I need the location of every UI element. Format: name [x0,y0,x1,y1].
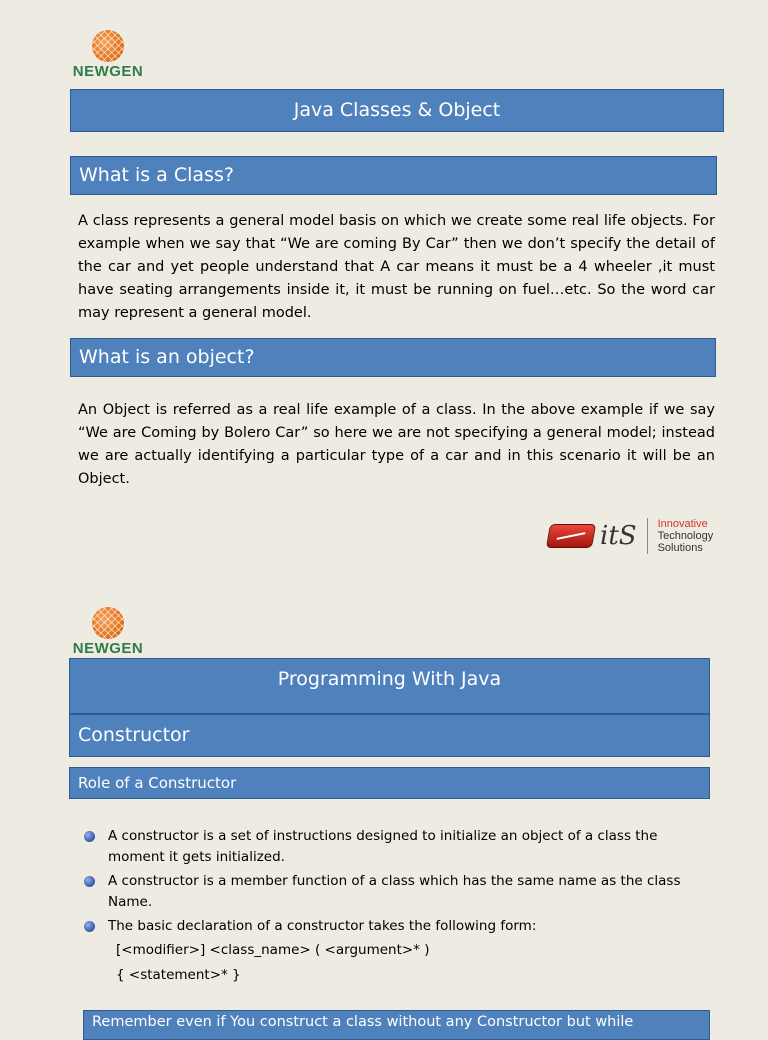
slide2-title-bar [69,658,710,714]
its-tagline-2: Technology [657,530,714,542]
slide1-title: Java Classes & Object [293,99,501,121]
its-tagline [658,518,714,554]
bullet-icon [84,876,95,887]
newgen-wordmark-2: NEWGEN [72,640,144,657]
its-brand: itS [600,521,637,551]
constructor-bullet-list [84,826,696,940]
slide2-title: Programming With Java [277,668,502,690]
syntax-line-2: { <statement>* } [116,967,241,983]
newgen-wordmark: NEWGEN [72,63,144,80]
newgen-logo [63,30,153,80]
constructor-heading: Constructor [78,724,190,746]
bullet-text: A constructor is a member function of a class which has the same name as the class Name. [108,873,681,910]
bottom-banner-text: Remember even if You construct a class without any Constructor but while [92,1014,634,1030]
bottom-banner [83,1010,710,1040]
object-description: An Object is referred as a real life example of a class. In the above example if we say “We are Coming by Bolero Car” so here we are not specifying a general model; instead we are actually identifying a particular type of a car and in this scenario it will be an Object. [78,402,715,487]
its-tagline-3: Solutions [657,542,703,554]
newgen-globe-icon-2 [92,607,124,639]
object-heading: What is an object? [79,346,255,368]
class-description: A class represents a general model basis on which we create some real life objects. For example when we say that “We are coming By Car” then we don’t specify the detail of the car and yet people understand that A car means it must be a 4 wheeler ,it must have seating arrangements inside it, it must be running on fuel…etc. So the word car may represent a general model. [78,213,715,321]
role-subheading: Role of a Constructor [78,774,237,792]
its-divider [647,518,648,554]
object-heading-bar [70,338,716,377]
its-tagline-1: Innovative [657,518,708,530]
class-heading-bar [70,156,717,195]
its-badge-icon [546,524,596,548]
bullet-text: The basic declaration of a constructor takes the following form: [108,918,537,934]
syntax-line-1: [<modifier>] <class_name> ( <argument>* ) [116,942,430,958]
role-subheading-bar [69,767,710,799]
constructor-heading-bar [69,714,710,757]
class-heading: What is a Class? [79,164,234,186]
its-logo [548,518,713,554]
newgen-globe-icon [92,30,124,62]
list-item [84,826,696,868]
slide1-title-bar [70,89,724,132]
constructor-syntax [116,938,430,988]
list-item [84,871,696,913]
list-item [84,916,696,937]
bullet-icon [84,921,95,932]
bullet-icon [84,831,95,842]
bullet-text: A constructor is a set of instructions designed to initialize an object of a class the moment it gets initialized. [108,828,658,865]
newgen-logo-2 [63,607,153,657]
